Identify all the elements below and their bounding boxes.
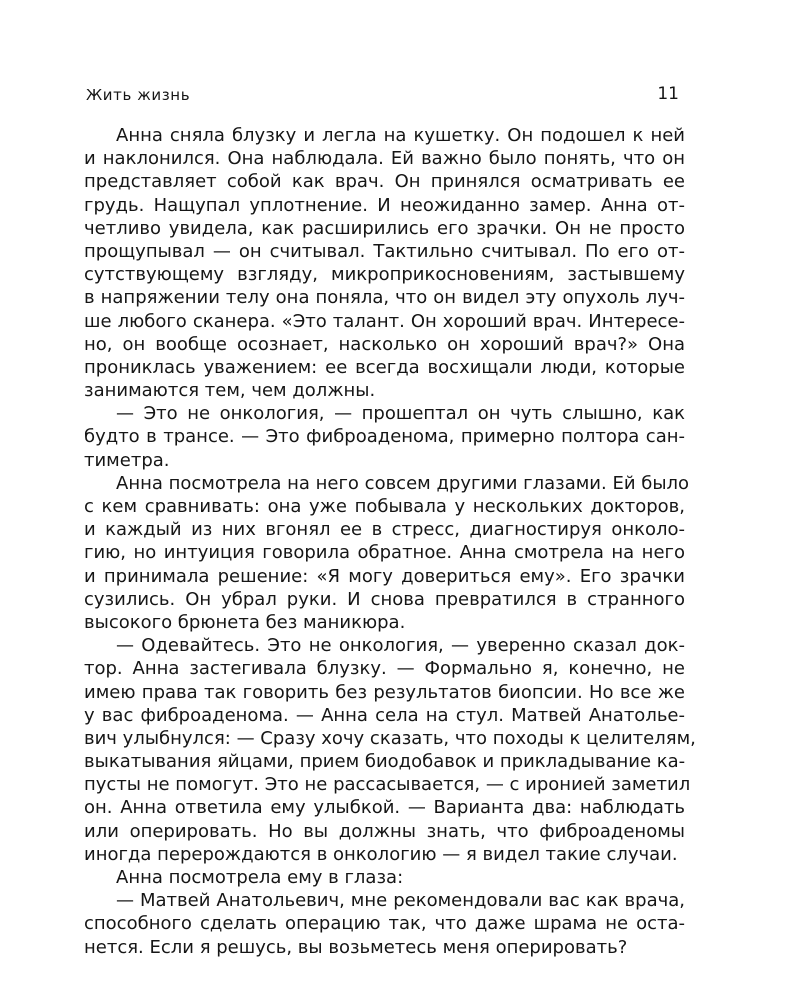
text-line: тор. Анна застегивала блузку. — Формально я, конечно, не — [84, 658, 685, 680]
text-line: сузились. Он убрал руки. И снова превратился в странного — [84, 588, 685, 610]
text-line: высокого брюнета без маникюра. — [84, 611, 406, 633]
text-line: в напряжении телу она поняла, что он видел эту опухоль луч- — [84, 287, 685, 309]
text-line: и наклонился. Она наблюдала. Ей важно было понять, что он — [84, 148, 685, 170]
text-line: Анна посмотрела на него совсем другими глазами. Ей было — [116, 472, 690, 494]
text-line: и принимала решение: «Я могу довериться ему». Его зрачки — [84, 565, 685, 587]
text-line: пусты не помогут. Это не рассасывается, — с иронией заметил — [84, 774, 691, 796]
running-title: Жить жизнь — [86, 86, 191, 104]
body-text — [84, 124, 696, 959]
text-line: гию, но интуиция говорила обратное. Анна смотрела на него — [84, 542, 685, 564]
text-line: будто в трансе. — Это фиброаденома, примерно полтора сан- — [84, 426, 685, 448]
text-line: ше любого сканера. «Это талант. Он хороший врач. Интересе- — [84, 310, 685, 332]
text-line: грудь. Нащупал уплотнение. И неожиданно замер. Анна от- — [84, 194, 685, 216]
text-line: четливо увидела, как расширились его зрачки. Он не просто — [84, 217, 685, 239]
text-line: Анна сняла блузку и легла на кушетку. Он подошел к ней — [116, 125, 685, 146]
text-line: Анна посмотрела ему в глаза: — [116, 867, 404, 888]
book-page — [84, 0, 696, 1000]
text-line: вич улыбнулся: — Сразу хочу сказать, что походы к целителям, — [84, 727, 696, 749]
text-line: сутствующему взгляду, микроприкосновениям, застывшему — [84, 264, 685, 286]
text-line: выкатывания яйцами, прием биодобавок и прикладывание ка- — [84, 751, 686, 773]
text-line: и каждый из них вгонял ее в стресс, диагностируя онколо- — [84, 519, 685, 541]
text-line: способного сделать операцию так, что даже шрама не оста- — [84, 913, 685, 935]
text-line: — Одевайтесь. Это не онкология, — уверенно сказал док- — [116, 635, 685, 657]
text-line: нется. Если я решусь, вы возьметесь меня оперировать? — [84, 936, 628, 958]
text-line: занимаются тем, чем должны. — [84, 380, 376, 402]
text-line: иногда перерождаются в онкологию — я видел такие случаи. — [84, 843, 678, 865]
page-number: 11 — [657, 84, 679, 104]
text-line: имею права так говорить без результатов биопсии. Но все же — [84, 681, 685, 703]
text-line: — Это не онкология, — прошептал он чуть слышно, как — [116, 403, 685, 425]
text-line: он. Анна ответила ему улыбкой. — Варианта два: наблюдать — [84, 797, 685, 819]
text-line: прониклась уважением: ее всегда восхищали люди, которые — [84, 356, 685, 378]
text-line: или оперировать. Но вы должны знать, что фиброаденомы — [84, 820, 685, 842]
text-line: но, он вообще осознает, насколько он хороший врач?» Она — [84, 333, 685, 355]
text-line: у вас фиброаденома. — Анна села на стул. Матвей Анатолье- — [84, 704, 685, 726]
text-line: прощупывал — он считывал. Тактильно считывал. По его от- — [84, 240, 685, 262]
text-line: представляет собой как врач. Он принялся осматривать ее — [84, 171, 685, 193]
running-head — [84, 86, 685, 108]
text-line: — Матвей Анатольевич, мне рекомендовали вас как врача, — [116, 890, 685, 912]
text-line: тиметра. — [84, 449, 170, 471]
text-line: с кем сравнивать: она уже побывала у нескольких докторов, — [84, 496, 685, 517]
